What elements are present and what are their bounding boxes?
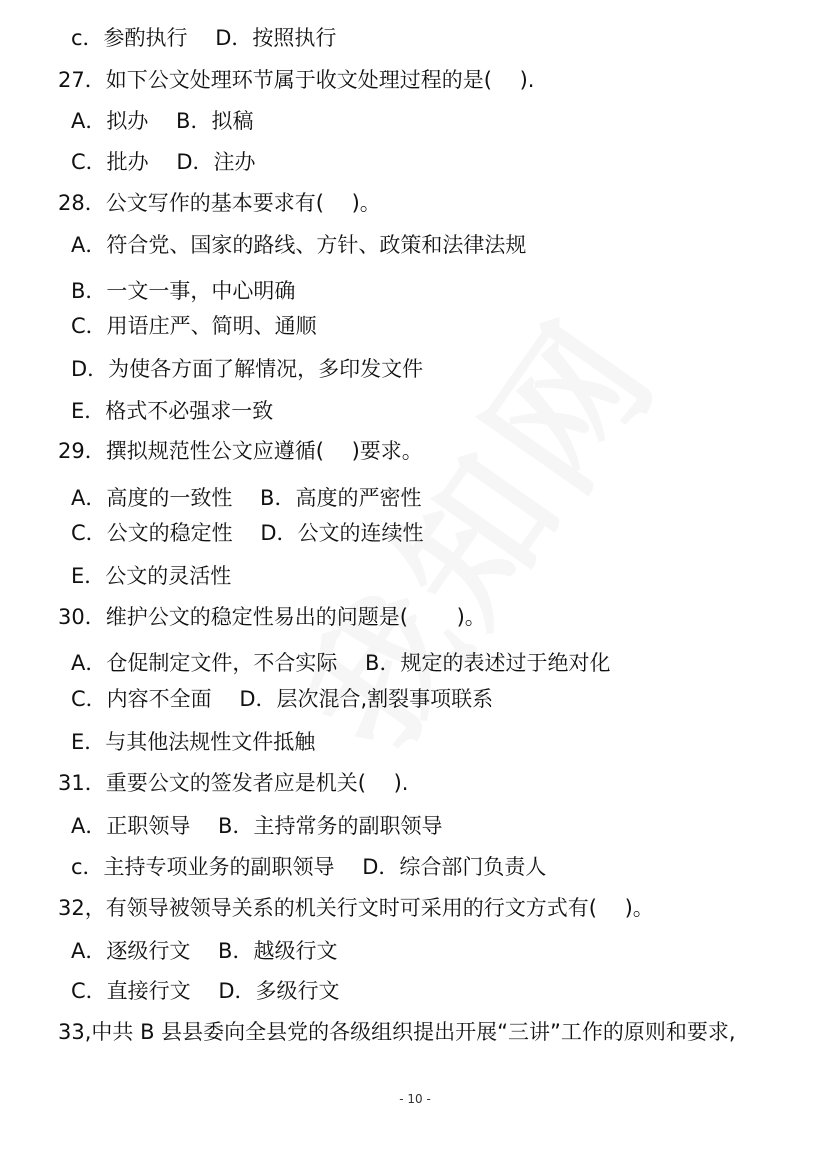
- option-line: B．一文一事，中心明确: [71, 279, 296, 303]
- option-line: D．为使各方面了解情况，多印发文件: [71, 357, 424, 381]
- question-29: 29．撰拟规范性公文应遵循( )要求。: [58, 439, 423, 463]
- question-27: 27．如下公文处理环节属于收文处理过程的是( ).: [58, 68, 535, 92]
- option-line: A．拟办 B．拟稿: [71, 109, 254, 133]
- option-line: A．仓促制定文件，不合实际 B．规定的表述过于绝对化: [71, 651, 611, 675]
- option-line: E．与其他法规性文件抵触: [71, 730, 316, 754]
- option-line: E．格式不必强求一致: [71, 399, 274, 423]
- option-line: c．主持专项业务的副职领导 D．综合部门负责人: [71, 855, 547, 879]
- question-30: 30．维护公文的稳定性易出的问题是( )。: [58, 605, 486, 629]
- option-line: C．直接行文 D．多级行文: [71, 979, 340, 1003]
- option-line: C．内容不全面 D．层次混合,割裂事项联系: [71, 687, 494, 711]
- question-31: 31．重要公文的签发者应是机关( ).: [58, 771, 409, 795]
- question-32: 32，有领导被领导关系的机关行文时可采用的行文方式有( )。: [58, 896, 654, 920]
- question-33: 33,中共 B 县县委向全县党的各级组织提出开展“三讲”工作的原则和要求,: [58, 1020, 736, 1044]
- option-line: c．参酌执行 D．按照执行: [71, 26, 337, 50]
- page-number: - 10 -: [399, 1092, 431, 1106]
- option-line: E．公文的灵活性: [71, 564, 232, 588]
- option-line: C．公文的稳定性 D．公文的连续性: [71, 521, 424, 545]
- option-line: A．高度的一致性 B．高度的严密性: [71, 486, 422, 510]
- question-28: 28．公文写作的基本要求有( )。: [58, 191, 381, 215]
- option-line: C．用语庄严、简明、通顺: [71, 314, 317, 338]
- option-line: A．正职领导 B．主持常务的副职领导: [71, 814, 443, 838]
- option-line: A．符合党、国家的路线、方针、政策和法律法规: [71, 233, 527, 257]
- option-line: C．批办 D．注办: [71, 150, 256, 174]
- option-line: A．逐级行文 B．越级行文: [71, 939, 338, 963]
